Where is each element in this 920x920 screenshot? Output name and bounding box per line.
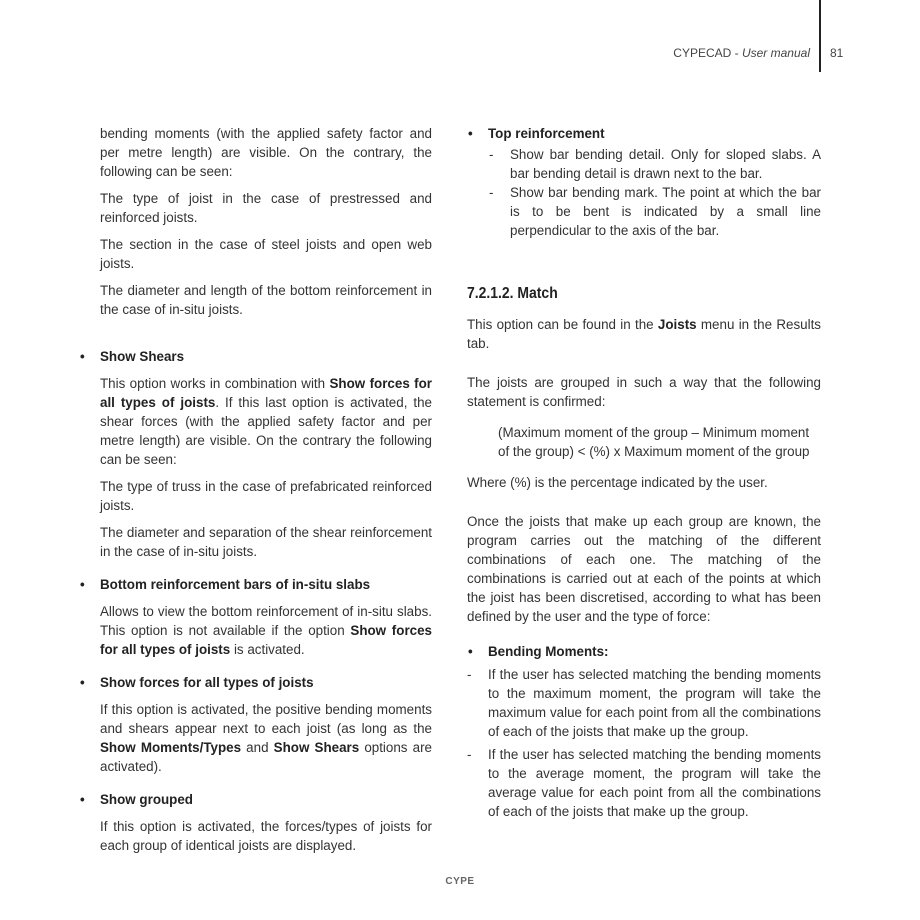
- header-divider: [819, 0, 821, 72]
- bullet-bending-moments: • Bending Moments:: [488, 642, 821, 661]
- text-run: If this option is activated, the positive bending moments and shears appear next to each joist (as long as the: [100, 702, 432, 736]
- paragraph: [467, 315, 821, 353]
- running-title: [673, 46, 810, 60]
- paragraph: The type of joist in the case of prestressed and reinforced joists.: [100, 191, 432, 225]
- bold-run: Show Moments/Types: [100, 740, 242, 755]
- text-run: is activated.: [230, 642, 305, 657]
- bullet-show-shears: • Show Shears: [100, 347, 432, 366]
- paragraph: [100, 602, 432, 659]
- dash-item: - Show bar bending detail. Only for sloped slabs. A bar bending detail is drawn next to the bar.: [489, 145, 821, 183]
- text-run: and: [241, 740, 274, 755]
- dash-item: - If the user has selected matching the bending moments to the maximum moment, the program will take the maximum value for each point from all the combinations of each of the joists that make up the group.: [467, 665, 821, 741]
- bold-run: Show Shears: [273, 740, 360, 755]
- paragraph: bending moments (with the applied safety factor and per metre length) are visible. On the contrary, the following can be seen:: [100, 126, 432, 179]
- paragraph: If this option is activated, the forces/types of joists for each group of identical joists are displayed.: [100, 819, 432, 853]
- dash-item: - If the user has selected matching the bending moments to the average moment, the program will take the average value for each point from all the combinations of each of the joists that make up the group.: [467, 745, 821, 821]
- paragraph: The diameter and length of the bottom reinforcement in the case of in-situ joists.: [100, 283, 432, 317]
- page-footer: CYPE: [445, 876, 475, 887]
- bold-run: Joists: [657, 317, 697, 332]
- left-column: [100, 124, 432, 855]
- text-run: options are activated).: [100, 740, 432, 774]
- paragraph: The section in the case of steel joists and open web joists.: [100, 237, 432, 271]
- page-header: [0, 44, 920, 64]
- text-run: This option works in combination with: [100, 376, 330, 391]
- title-separator: -: [731, 46, 742, 60]
- page-number: 81: [830, 46, 844, 60]
- bold-run: Show forces for all types of joists: [100, 623, 432, 657]
- manual-name: User manual: [741, 46, 810, 60]
- bullet-show-grouped: • Show grouped: [100, 790, 432, 809]
- paragraph: Where (%) is the percentage indicated by the user.: [467, 475, 768, 490]
- paragraph: Once the joists that make up each group are known, the program carries out the matching of the different combinations of each one. The matching of the combinations is carried out at each of the points at which the joist has been discretised, according to what has been defined by the user and the type of force:: [467, 514, 821, 624]
- right-column: [467, 124, 821, 821]
- bold-run: Show forces for all types of joists: [100, 376, 432, 410]
- product-name: CYPECAD: [673, 46, 732, 60]
- paragraph: [100, 374, 432, 469]
- text-run: . If this last option is activated, the shear forces (with the applied safety factor and per metre length) are visible. On the contrary the following can be seen:: [100, 395, 432, 467]
- formula: (Maximum moment of the group – Minimum moment of the group) < (%) x Maximum moment of the group: [498, 425, 810, 459]
- paragraph: The joists are grouped in such a way that the following statement is confirmed:: [467, 375, 821, 409]
- bullet-top-reinforcement: • Top reinforcement: [488, 124, 821, 143]
- dash-item: - Show bar bending mark. The point at which the bar is to be bent is indicated by a small line perpendicular to the axis of the bar.: [489, 183, 821, 240]
- text-run: Allows to view the bottom reinforcement of in-situ slabs. This option is not available if the option: [100, 604, 432, 638]
- paragraph: [100, 700, 432, 776]
- paragraph: The diameter and separation of the shear reinforcement in the case of in-situ joists.: [100, 525, 432, 559]
- text-run: This option can be found in the: [467, 317, 658, 332]
- paragraph: The type of truss in the case of prefabricated reinforced joists.: [100, 479, 432, 513]
- text-run: menu in the Results tab.: [467, 317, 821, 351]
- section-heading: 7.2.1.2. Match: [467, 285, 558, 302]
- bullet-show-forces: • Show forces for all types of joists: [100, 673, 432, 692]
- bullet-bottom-reinforcement: • Bottom reinforcement bars of in-situ slabs: [100, 575, 432, 594]
